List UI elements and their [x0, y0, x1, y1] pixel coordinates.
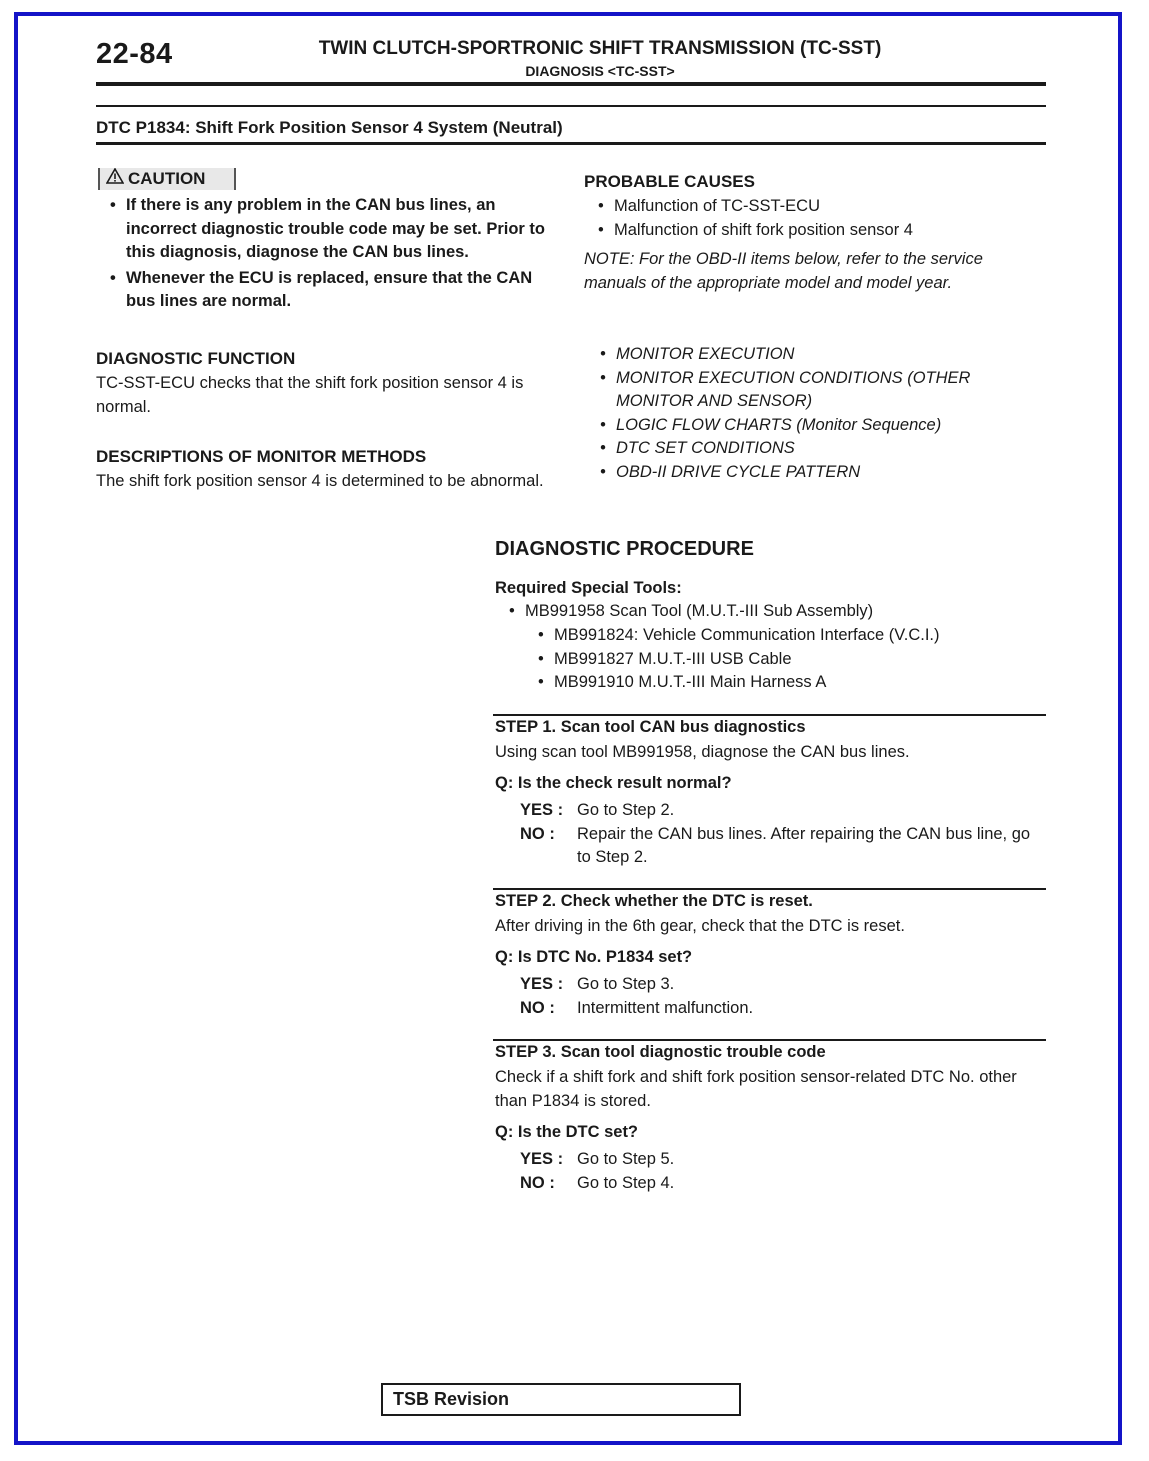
- no-text: Go to Step 4.: [577, 1173, 675, 1192]
- obd-item: • OBD-II DRIVE CYCLE PATTERN: [596, 461, 1046, 485]
- step3-yes: [495, 1148, 1047, 1172]
- yes-text: Go to Step 3.: [577, 975, 675, 993]
- yes-label: YES :: [520, 975, 564, 993]
- tool-item-main: • MB991958 Scan Tool (M.U.T.-III Sub Assembly): [505, 600, 1025, 624]
- caution-list: [106, 194, 558, 314]
- step1-question: Q: Is the check result normal?: [495, 774, 732, 792]
- dtc-title: DTC P1834: Shift Fork Position Sensor 4 System (Neutral): [96, 118, 563, 137]
- monitor-methods-text: The shift fork position sensor 4 is determined to be abnormal.: [96, 472, 544, 490]
- step2-question: Q: Is DTC No. P1834 set?: [495, 948, 693, 966]
- obd-item: • MONITOR EXECUTION: [596, 343, 1046, 367]
- obd-item: • LOGIC FLOW CHARTS (Monitor Sequence): [596, 414, 1046, 438]
- obd-item: • DTC SET CONDITIONS: [596, 437, 1046, 461]
- step2-answers: [495, 973, 1047, 1020]
- monitor-methods-heading: DESCRIPTIONS OF MONITOR METHODS: [96, 447, 427, 466]
- step2-no: [495, 997, 1047, 1021]
- yes-label: YES :: [520, 1150, 564, 1168]
- caution-label: [98, 168, 236, 190]
- tools-list: [505, 600, 1025, 624]
- header-rule: [96, 82, 1046, 86]
- step1-yes: [495, 799, 1047, 823]
- tool-sub-item: • MB991827 M.U.T.-III USB Cable: [534, 648, 1034, 672]
- caution-item: • Whenever the ECU is replaced, ensure that the CAN bus lines are normal.: [106, 267, 558, 314]
- obd-items-list: [596, 343, 1046, 484]
- no-label: NO :: [520, 998, 555, 1017]
- caution-text: CAUTION: [128, 169, 206, 188]
- step2-rule: [493, 888, 1046, 890]
- title-rule-top: [96, 105, 1046, 107]
- tsb-revision-box: TSB Revision: [381, 1383, 741, 1416]
- probable-causes-list: [594, 195, 1034, 242]
- page-number: 22-84: [96, 38, 173, 70]
- step3-question: Q: Is the DTC set?: [495, 1123, 639, 1141]
- yes-text: Go to Step 2.: [577, 801, 675, 819]
- section-title: TWIN CLUTCH-SPORTRONIC SHIFT TRANSMISSION (TC-SST): [318, 38, 882, 59]
- step2-body: After driving in the 6th gear, check that the DTC is reset.: [495, 917, 905, 935]
- no-label: NO :: [520, 1173, 555, 1192]
- warning-triangle-icon: [106, 168, 124, 190]
- obd-note: NOTE: For the OBD-II items below, refer to the service manuals of the appropriate model and model year.: [584, 250, 983, 292]
- diagnostic-function-heading: DIAGNOSTIC FUNCTION: [96, 349, 296, 368]
- no-label: NO :: [520, 824, 555, 843]
- tools-heading: Required Special Tools:: [495, 579, 682, 597]
- step3-no: [495, 1172, 1047, 1196]
- step2-title: STEP 2. Check whether the DTC is reset.: [495, 892, 813, 910]
- step3-body: Check if a shift fork and shift fork position sensor-related DTC No. other than P1834 is stored.: [495, 1068, 1017, 1110]
- step3-title: STEP 3. Scan tool diagnostic trouble code: [495, 1043, 826, 1061]
- section-subtitle: DIAGNOSIS <TC-SST>: [525, 63, 675, 79]
- step3-answers: [495, 1148, 1047, 1195]
- probable-causes-heading: PROBABLE CAUSES: [584, 172, 755, 191]
- no-text: Intermittent malfunction.: [577, 998, 754, 1017]
- cause-item: • Malfunction of TC-SST-ECU: [594, 195, 1034, 219]
- no-text: Repair the CAN bus lines. After repairing the CAN bus line, go to Step 2.: [577, 824, 1031, 866]
- step1-no: [495, 823, 1047, 870]
- tool-sub-item: • MB991910 M.U.T.-III Main Harness A: [534, 671, 1034, 695]
- caution-item: • If there is any problem in the CAN bus lines, an incorrect diagnostic trouble code may be set. Prior to this diagnosis, diagnose the CAN bus lines.: [106, 194, 558, 265]
- step1-rule: [493, 714, 1046, 716]
- step1-title: STEP 1. Scan tool CAN bus diagnostics: [495, 718, 806, 736]
- tool-sub-item: • MB991824: Vehicle Communication Interface (V.C.I.): [534, 624, 1034, 648]
- diagnostic-function-text: TC-SST-ECU checks that the shift fork position sensor 4 is normal.: [96, 374, 524, 416]
- procedure-heading: DIAGNOSTIC PROCEDURE: [495, 538, 754, 560]
- title-rule-bottom: [96, 142, 1046, 145]
- step1-body: Using scan tool MB991958, diagnose the CAN bus lines.: [495, 743, 910, 761]
- step3-rule: [493, 1039, 1046, 1041]
- tools-sub-list: [534, 624, 1034, 695]
- obd-item: • MONITOR EXECUTION CONDITIONS (OTHER MONITOR AND SENSOR): [596, 367, 1046, 414]
- step1-answers: [495, 799, 1047, 870]
- yes-text: Go to Step 5.: [577, 1150, 675, 1168]
- cause-item: • Malfunction of shift fork position sensor 4: [594, 219, 1034, 243]
- step2-yes: [495, 973, 1047, 997]
- yes-label: YES :: [520, 801, 564, 819]
